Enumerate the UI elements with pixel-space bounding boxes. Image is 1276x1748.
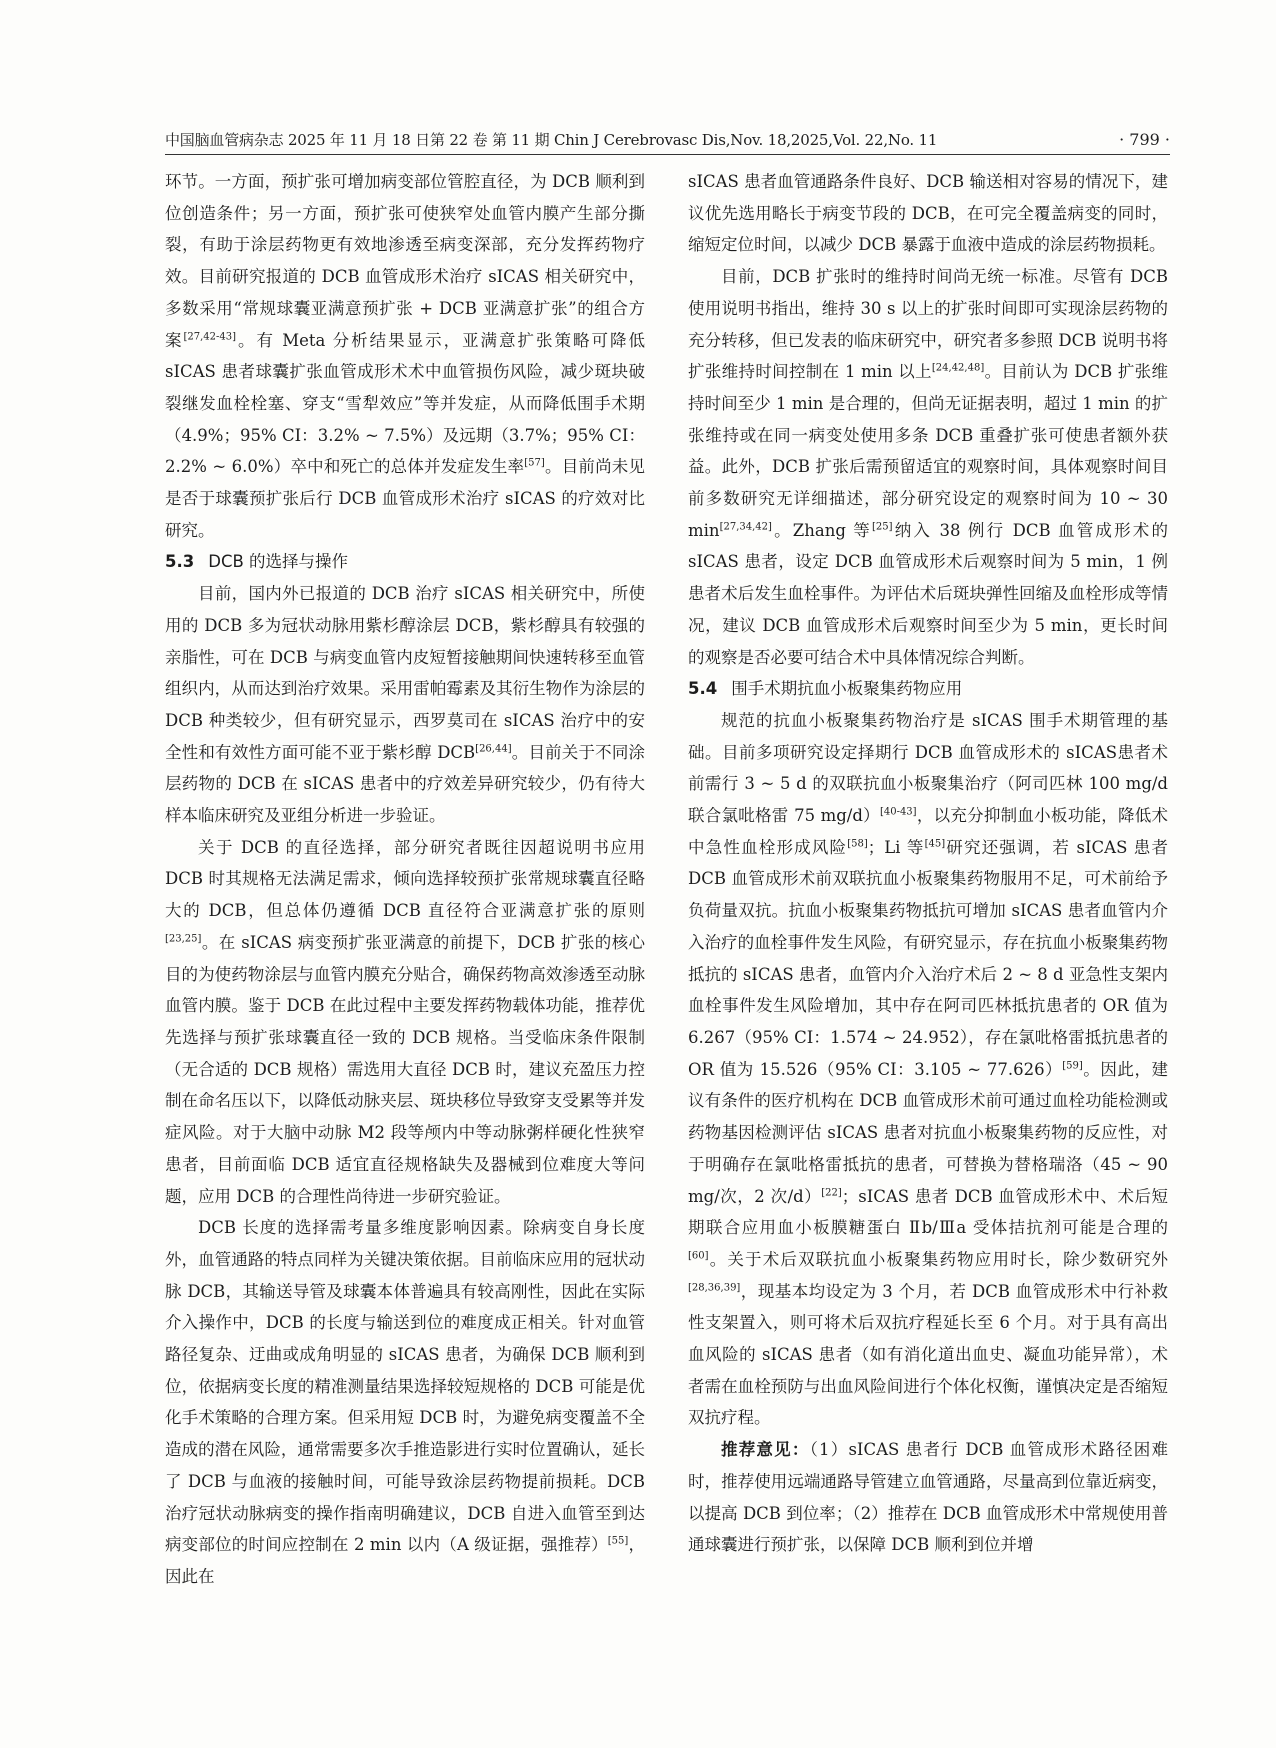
citation: [23,25] [165, 933, 202, 945]
citation: [24,42,48] [931, 362, 985, 374]
citation: [25] [871, 521, 893, 533]
citation: [57] [524, 457, 545, 469]
right-column [688, 166, 1168, 1561]
recommendation-paragraph: 推荐意见：（1）sICAS 患者行 DCB 血管成形术路径困难时，推荐使用远端通路导管建立血管通路，尽量高到位靠近病变，以提高 DCB 到位率；（2）推荐在 DCB 血管成形术中常规使用普通球囊进行预扩张，以保障 DCB 顺利到位并增 [688, 1440, 1169, 1555]
recommendation-label: 推荐意见： [721, 1440, 810, 1460]
citation: [26,44] [475, 743, 512, 755]
citation: [27,42-43] [183, 331, 237, 343]
section-heading: 5.4 围手术期抗血小板聚集药物应用 [688, 679, 963, 699]
journal-line: 中国脑血管病杂志 2025 年 11 月 18 日第 22 卷 第 11 期 Chin J Cerebrovasc Dis,Nov. 18,2025,Vol. 22,No. 11 [165, 131, 938, 149]
paragraph: sICAS 患者血管通路条件良好、DCB 输送相对容易的情况下，建议优先选用略长于病变节段的 DCB，在可完全覆盖病变的同时，缩短定位时间，以减少 DCB 暴露于血液中造成的涂层药物损耗。 [688, 172, 1168, 255]
page-number: · 799 · [1119, 130, 1170, 149]
citation: [45] [924, 838, 946, 850]
citation: [59] [1062, 1060, 1083, 1072]
paragraph: 环节。一方面，预扩张可增加病变部位管腔直径，为 DCB 顺利到位创造条件；另一方面，预扩张可使狭窄处血管内膜产生部分撕裂，有助于涂层药物更有效地渗透至病变深部，充分发挥药物疗效。目前研究报道的 DCB 血管成形术治疗 sICAS 相关研究中，多数采用“常规球囊亚满意预扩张 + DCB 亚满意扩张”的组合方案[27,42-43]。有 Meta 分析结果显示，亚满意扩张策略可降低 sICAS 患者球囊扩张血管成形术术中血管损伤风险，减少斑块破裂继发血栓栓塞、穿支“雪犁效应”等并发症，从而降低围手术期（4.9%；95% CI：3.2% ~ 7.5%）及远期（3.7%；95% CI：2.2% ~ 6.0%）卒中和死亡的总体并发症发生率[57]。目前尚未见是否于球囊预扩张后行 DCB 血管成形术治疗 sICAS 的疗效对比研究。 [165, 172, 646, 540]
paragraph: DCB 长度的选择需考量多维度影响因素。除病变自身长度外，血管通路的特点同样为关键决策依据。目前临床应用的冠状动脉 DCB，其输送导管及球囊本体普遍具有较高刚性，因此在实际介入操作中，DCB 的长度与输送到位的难度成正相关。针对血管路径复杂、迂曲或成角明显的 sICAS 患者，为确保 DCB 顺利到位，依据病变长度的精准测量结果选择较短规格的 DCB 可能是优化手术策略的合理方案。但采用短 DCB 时，为避免病变覆盖不全造成的潜在风险，通常需要多次手推造影进行实时位置确认，延长了 DCB 与血液的接触时间，可能导致涂层药物提前损耗。DCB 治疗冠状动脉病变的操作指南明确建议，DCB 自进入血管至到达病变部位的时间应控制在 2 min 以内（A 级证据，强推荐）[55]，因此在 [165, 1218, 645, 1586]
paragraph: 目前，DCB 扩张时的维持时间尚无统一标准。尽管有 DCB 使用说明书指出，维持 30 s 以上的扩张时间即可实现涂层药物的充分转移，但已发表的临床研究中，研究者多参照 DCB 说明书将扩张维持时间控制在 1 min 以上[24,42,48]。目前认为 DCB 扩张维持时间至少 1 min 是合理的，但尚无证据表明，超过 1 min 的扩张维持或在同一病变处使用多条 DCB 重叠扩张可使患者额外获益。此外，DCB 扩张后需预留适宜的观察时间，具体观察时间目前多数研究无详细描述，部分研究设定的观察时间为 10 ~ 30 min[27,34,42]。Zhang 等[25]纳入 38 例行 DCB 血管成形术的 sICAS 患者，设定 DCB 血管成形术后观察时间为 5 min，1 例患者术后发生血栓事件。为评估术后斑块弹性回缩及血栓形成等情况，建议 DCB 血管成形术后观察时间至少为 5 min，更长时间的观察是否必要可结合术中具体情况综合判断。 [688, 267, 1168, 667]
citation: [40-43] [879, 806, 917, 818]
section-heading: 5.3 DCB 的选择与操作 [165, 552, 349, 572]
paragraph: 关于 DCB 的直径选择，部分研究者既往因超说明书应用 DCB 时其规格无法满足需求，倾向选择较预扩张常规球囊直径略大的 DCB，但总体仍遵循 DCB 直径符合亚满意扩张的原则[23,25]。在 sICAS 病变预扩张亚满意的前提下，DCB 扩张的核心目的为使药物涂层与血管内膜充分贴合，确保药物高效渗透至动脉血管内膜。鉴于 DCB 在此过程中主要发挥药物载体功能，推荐优先选择与预扩张球囊直径一致的 DCB 规格。当受临床条件限制（无合适的 DCB 规格）需选用大直径 DCB 时，建议充盈压力控制在命名压以下，以降低动脉夹层、斑块移位导致穿支受累等并发症风险。对于大脑中动脉 M2 段等颅内中等动脉粥样硬化性狭窄患者，目前面临 DCB 适宜直径规格缺失及器械到位难度大等问题，应用 DCB 的合理性尚待进一步研究验证。 [165, 837, 646, 1206]
left-column [165, 166, 645, 1593]
citation: [58] [847, 838, 868, 850]
paragraph: 目前，国内外已报道的 DCB 治疗 sICAS 相关研究中，所使用的 DCB 多为冠状动脉用紫杉醇涂层 DCB，紫杉醇具有较强的亲脂性，可在 DCB 与病变血管内皮短暂接触期间快速转移至血管组织内，从而达到治疗效果。采用雷帕霉素及其衍生物作为涂层的 DCB 种类较少，但有研究显示，西罗莫司在 sICAS 治疗中的安全性和有效性方面可能不亚于紫杉醇 DCB[26,44]。目前关于不同涂层药物的 DCB 在 sICAS 患者中的疗效差异研究较少，仍有待大样本临床研究及亚组分析进一步验证。 [165, 584, 645, 826]
citation: [27,34,42] [719, 521, 772, 533]
citation: [55] [607, 1535, 629, 1547]
paragraph: 规范的抗血小板聚集药物治疗是 sICAS 围手术期管理的基础。目前多项研究设定择期行 DCB 血管成形术的 sICAS患者术前需行 3 ~ 5 d 的双联抗血小板聚集治疗（阿司匹林 100 mg/d 联合氯吡格雷 75 mg/d）[40-43]，以充分抑制血小板功能，降低术中急性血栓形成风险[58]；Li 等[45]研究还强调，若 sICAS 患者 DCB 血管成形术前双联抗血小板聚集药物服用不足，可术前给予负荷量双抗。抗血小板聚集药物抵抗可增加 sICAS 患者血管内介入治疗的血栓事件发生风险，有研究显示，存在抗血小板聚集药物抵抗的 sICAS 患者，血管内介入治疗术后 2 ~ 8 d 亚急性支架内血栓事件发生风险增加，其中存在阿司匹林抵抗患者的 OR 值为 6.267（95% CI：1.574 ~ 24.952），存在氯吡格雷抵抗患者的 OR 值为 15.526（95% CI：3.105 ~ 77.626）[59]。因此，建议有条件的医疗机构在 DCB 血管成形术前可通过血栓功能检测或药物基因检测评估 sICAS 患者对抗血小板聚集药物的反应性，对于明确存在氯吡格雷抵抗的患者，可替换为替格瑞洛（45 ~ 90 mg/次，2 次/d）[22]；sICAS 患者 DCB 血管成形术中、术后短期联合应用血小板膜糖蛋白 Ⅱb/Ⅲa 受体拮抗剂可能是合理的[60]。关于术后双联抗血小板聚集药物应用时长，除少数研究外[28,36,39]，现基本均设定为 3 个月，若 DCB 血管成形术中行补救性支架置入，则可将术后双抗疗程延长至 6 个月。对于具有高出血风险的 sICAS 患者（如有消化道出血史、凝血功能异常），术者需在血栓预防与出血风险间进行个体化权衡，谨慎决定是否缩短双抗疗程。 [688, 710, 1168, 1428]
running-header [165, 128, 1170, 155]
citation: [22] [821, 1187, 842, 1198]
citation: [60] [688, 1250, 709, 1262]
citation: [28,36,39] [688, 1282, 741, 1294]
